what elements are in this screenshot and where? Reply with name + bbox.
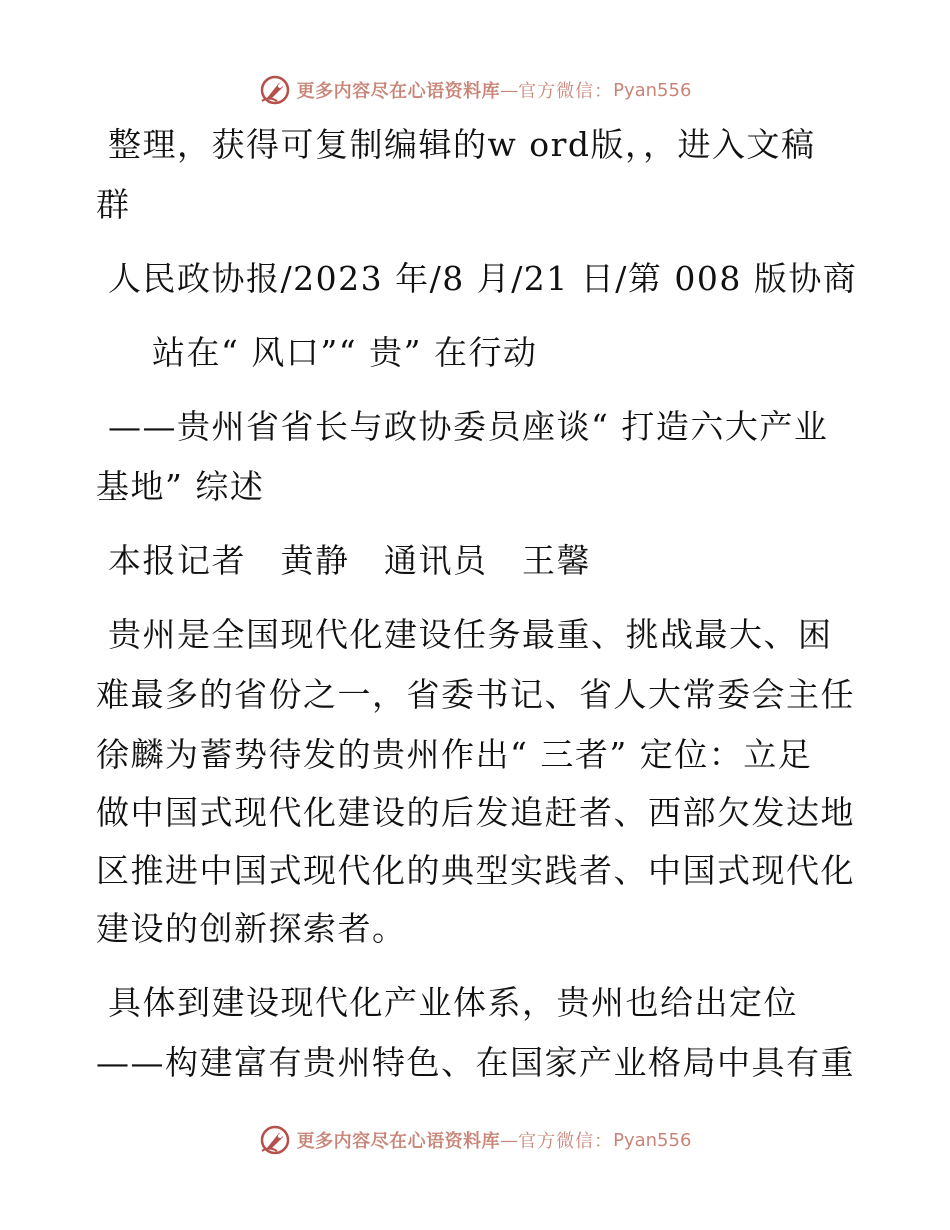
paragraph-1-line: 难最多的省份之一，省委书记、省人大常委会主任 <box>96 675 855 714</box>
intro-line-2: 群 <box>96 185 131 224</box>
paragraph-1-line: 贵州是全国现代化建设任务最重、挑战最大、困 <box>108 615 833 654</box>
article-title: 站在“ 风口”“ 贵” 在行动 <box>152 333 538 372</box>
pen-nib-logo-icon <box>259 1124 291 1156</box>
banner-wechat-label: 官方微信： <box>518 1131 614 1152</box>
byline: 本报记者 黄静 通讯员 王馨 <box>108 541 591 580</box>
banner-brand-text: 更多内容尽在心语资料库 <box>296 1131 501 1152</box>
banner-wechat-label: 官方微信： <box>518 81 614 102</box>
source-line: 人民政协报/2023 年/8 月/21 日/第 008 版协商 <box>108 259 858 298</box>
subtitle-line-1: ——贵州省省长与政协委员座谈“ 打造六大产业 <box>108 407 829 446</box>
pen-nib-logo-icon <box>259 74 291 106</box>
intro-line-1: 整理，获得可复制编辑的w ord版，，进入文稿 <box>108 125 816 164</box>
paragraph-1-line: 建设的创新探索者。 <box>96 909 407 948</box>
paragraph-2-line: 具体到建设现代化产业体系，贵州也给出定位 <box>108 983 798 1022</box>
footer-banner <box>0 1120 950 1160</box>
banner-brand-text: 更多内容尽在心语资料库 <box>296 81 501 102</box>
paragraph-1-line: 徐麟为蓄势待发的贵州作出“ 三者” 定位：立足 <box>96 735 813 774</box>
banner-wechat-id: Pyan556 <box>613 79 692 101</box>
paragraph-2-line: ——构建富有贵州特色、在国家产业格局中具有重 <box>96 1043 855 1082</box>
banner-dash: — <box>500 79 519 101</box>
paragraph-1-line: 区推进中国式现代化的典型实践者、中国式现代化 <box>96 851 855 890</box>
paragraph-1-line: 做中国式现代化建设的后发追赶者、西部欠发达地 <box>96 793 855 832</box>
subtitle-line-2: 基地” 综述 <box>96 467 265 506</box>
banner-wechat-id: Pyan556 <box>613 1129 692 1151</box>
header-banner <box>0 70 950 110</box>
banner-dash: — <box>500 1129 519 1151</box>
